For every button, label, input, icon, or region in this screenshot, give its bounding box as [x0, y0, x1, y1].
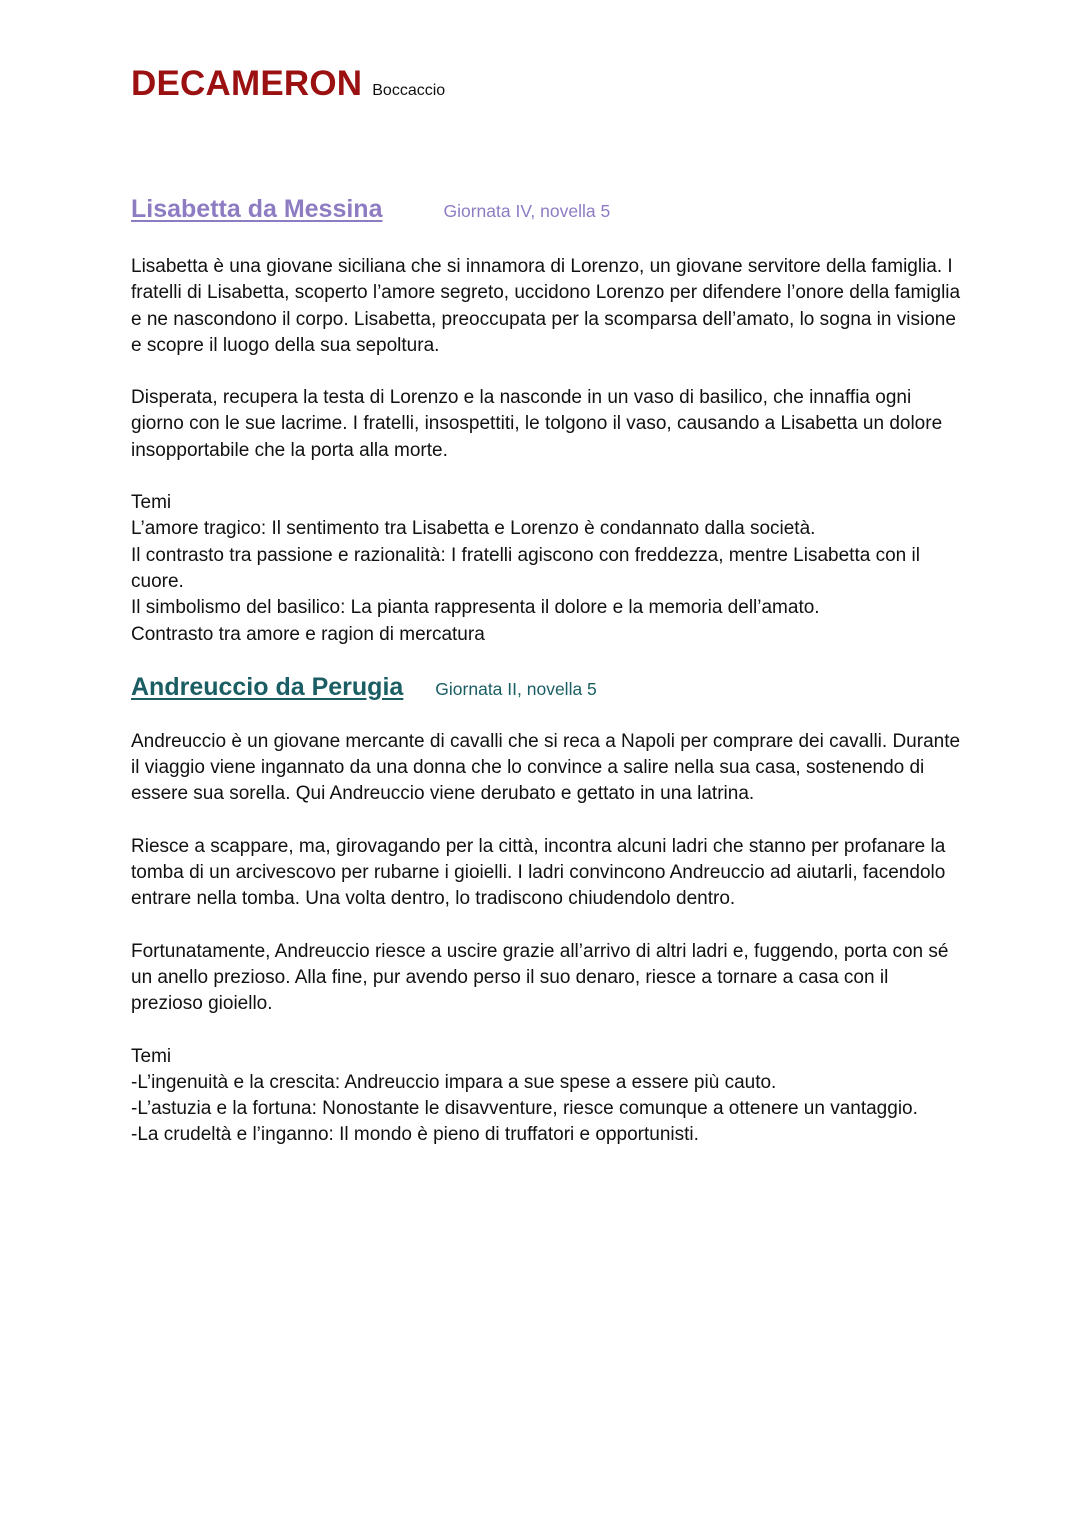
paragraph: Riesce a scappare, ma, girovagando per la città, incontra alcuni ladri che stanno per profanare la tomba di un arcivescovo per rubarne i gioielli. I ladri convincono Andreuccio ad aiutarli, facendolo entrare nella tomba. Una volta dentro, lo tradiscono chiudendolo dentro.: [131, 835, 946, 910]
section-heading: [131, 673, 961, 702]
theme-item: Il contrasto tra passione e razionalità: I fratelli agiscono con freddezza, mentre Lisabetta con il cuore.: [131, 544, 920, 592]
section-title: Lisabetta da Messina: [131, 195, 383, 223]
themes-label: Temi: [131, 1045, 172, 1067]
theme-item: Contrasto tra amore e ragion di mercatura: [131, 623, 485, 645]
section-reference: Giornata IV, novella 5: [443, 201, 611, 221]
themes-label: Temi: [131, 492, 172, 514]
section-lisabetta: [131, 195, 961, 648]
paragraph-spacer: [131, 913, 961, 939]
theme-item: -La crudeltà e l’inganno: Il mondo è pieno di truffatori e opportunisti.: [131, 1124, 699, 1146]
paragraph-spacer: [131, 464, 961, 490]
section-reference: Giornata II, novella 5: [435, 678, 597, 699]
paragraph-spacer: [131, 1018, 961, 1044]
section-heading: [131, 195, 961, 224]
section-andreuccio: [131, 673, 961, 1149]
theme-item: -L’astuzia e la fortuna: Nonostante le disavventure, riesce comunque a ottenere un vantaggio.: [131, 1098, 918, 1120]
paragraph: Andreuccio è un giovane mercante di cavalli che si reca a Napoli per comprare dei cavalli. Durante il viaggio viene ingannato da una donna che lo convince a salire nella sua casa, sostenendo di essere sua sorella. Qui Andreuccio viene derubato e gettato in una latrina.: [131, 730, 961, 805]
document-author: Boccaccio: [372, 82, 446, 99]
paragraph: Lisabetta è una giovane siciliana che si innamora di Lorenzo, un giovane servitore della famiglia. I fratelli di Lisabetta, scoperto l’amore segreto, uccidono Lorenzo per difendere l’onore della famiglia e ne nascondono il corpo. Lisabetta, preoccupata per la scomparsa dell’amato, lo sogna in visione e scopre il luogo della sua sepoltura.: [131, 256, 961, 356]
document-page: [131, 64, 961, 1149]
paragraph-spacer: [131, 359, 961, 385]
theme-item: -L’ingenuità e la crescita: Andreuccio impara a sue spese a essere più cauto.: [131, 1071, 777, 1093]
theme-item: Il simbolismo del basilico: La pianta rappresenta il dolore e la memoria dell’amato.: [131, 597, 820, 619]
paragraph-spacer: [131, 808, 961, 834]
section-body: [131, 729, 961, 1149]
theme-item: L’amore tragico: Il sentimento tra Lisabetta e Lorenzo è condannato dalla società.: [131, 518, 816, 540]
section-body: [131, 254, 961, 648]
paragraph: Disperata, recupera la testa di Lorenzo e la nasconde in un vaso di basilico, che innaffia ogni giorno con le sue lacrime. I fratelli, insospettiti, le tolgono il vaso, causando a Lisabetta un dolore insopportabile che la porta alla morte.: [131, 387, 943, 461]
document-title: DECAMERON: [131, 64, 363, 103]
document-header: [131, 64, 961, 104]
section-title: Andreuccio da Perugia: [131, 672, 404, 701]
paragraph: Fortunatamente, Andreuccio riesce a uscire grazie all’arrivo di altri ladri e, fuggendo, porta con sé un anello prezioso. Alla fine, pur avendo perso il suo denaro, riesce a tornare a casa con il prezioso gioiello.: [131, 940, 949, 1015]
